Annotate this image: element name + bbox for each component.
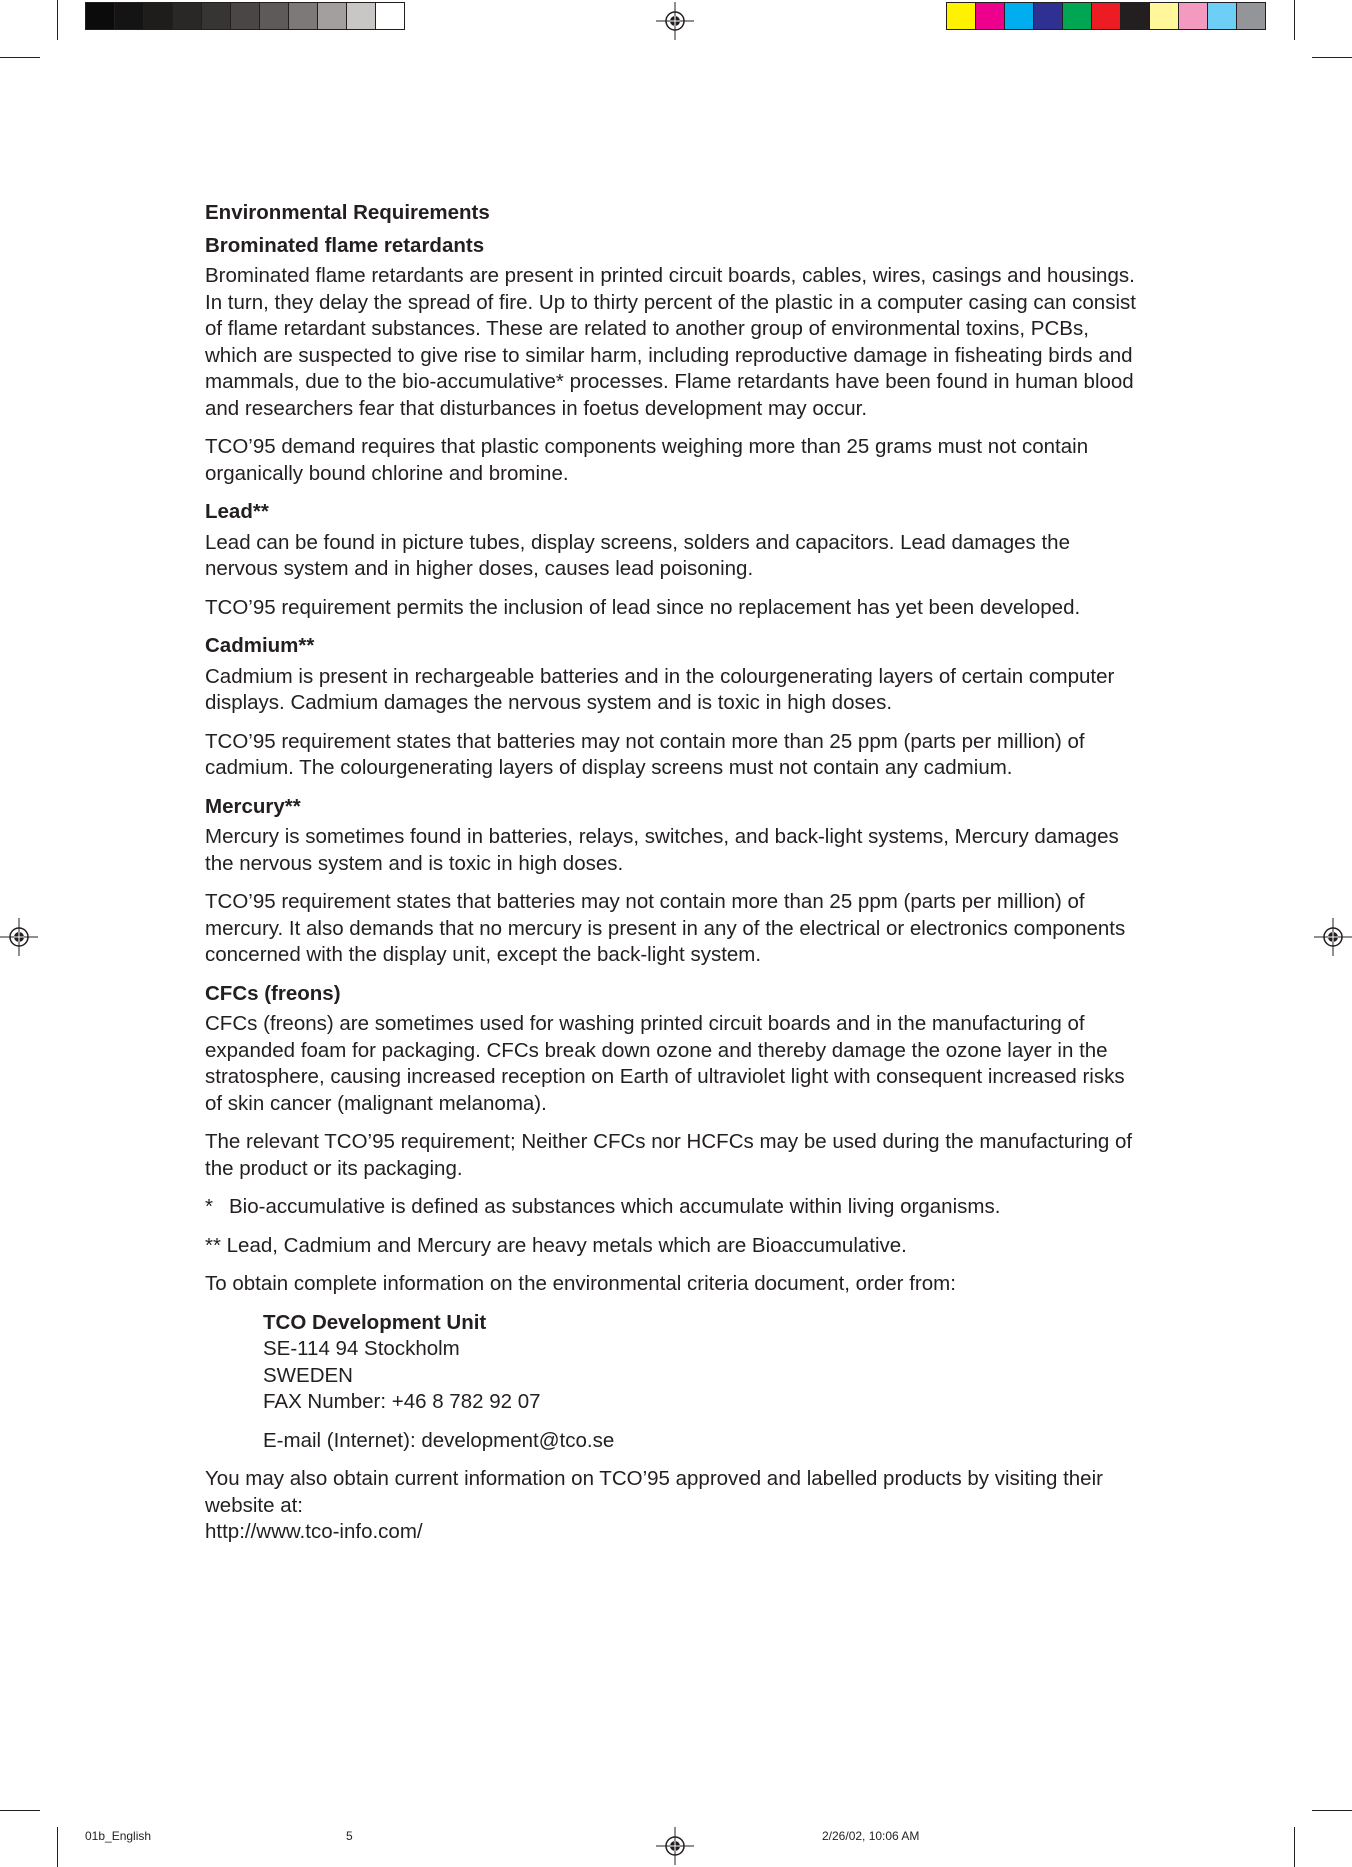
address-street: SE-114 94 Stockholm: [263, 1337, 460, 1360]
footnote-text: Bio-accumulative is defined as substances which accumulate within living organisms.: [229, 1195, 1001, 1218]
paragraph: Lead can be found in picture tubes, display screens, solders and capacitors. Lead damages the nervous system and in higher doses, causes lead poisoning.: [205, 530, 1070, 580]
footnote-heavy-metals: ** Lead, Cadmium and Mercury are heavy metals which are Bioaccumulative.: [205, 1233, 907, 1257]
section-heading: CFCs (freons): [205, 981, 341, 1005]
color-swatch: [1237, 3, 1265, 29]
color-swatch: [347, 3, 376, 29]
color-swatch: [318, 3, 347, 29]
paragraph: Mercury is sometimes found in batteries, relays, switches, and back-light systems, Mercury damages the nervous system and is toxic in high doses.: [205, 825, 1119, 875]
color-swatch: [376, 3, 404, 29]
website-info: You may also obtain current information on TCO’95 approved and labelled products by visiting their website at:: [205, 1467, 1103, 1517]
section-heading: Lead**: [205, 500, 269, 523]
color-swatch: [173, 3, 202, 29]
color-swatch: [1121, 3, 1150, 29]
color-swatch: [947, 3, 976, 29]
footnote-marker: *: [205, 1195, 213, 1218]
color-swatch: [976, 3, 1005, 29]
crop-mark: [1312, 57, 1352, 58]
document-body: [205, 200, 1145, 1558]
crop-mark: [1294, 1827, 1295, 1867]
address-country: SWEDEN: [263, 1363, 353, 1387]
color-swatch: [289, 3, 318, 29]
footer-page-number: 5: [346, 1829, 353, 1843]
color-swatch: [1005, 3, 1034, 29]
section-heading: Brominated flame retardants: [205, 233, 485, 257]
paragraph: TCO’95 requirement permits the inclusion of lead since no replacement has yet been developed.: [205, 595, 1081, 619]
color-swatch: [144, 3, 173, 29]
order-intro: To obtain complete information on the environmental criteria document, order from:: [205, 1272, 956, 1295]
paragraph: TCO’95 demand requires that plastic components weighing more than 25 grams must not contain organically bound chlorine and bromine.: [205, 435, 1089, 485]
footer-timestamp: 2/26/02, 10:06 AM: [822, 1829, 920, 1843]
color-calibration-bar: [946, 2, 1266, 30]
registration-mark-icon: [0, 918, 38, 956]
color-swatch: [1150, 3, 1179, 29]
paragraph: CFCs (freons) are sometimes used for washing printed circuit boards and in the manufacturing of expanded foam for packaging. CFCs break down ozone and thereby damage the ozone layer in the stratosphere, causing increased reception on Earth of ultraviolet light with consequent increased risks of skin cancer (malignant melanoma).: [205, 1012, 1125, 1115]
color-swatch: [1179, 3, 1208, 29]
color-swatch: [86, 3, 115, 29]
crop-mark: [0, 57, 40, 58]
color-swatch: [1063, 3, 1092, 29]
crop-mark: [57, 0, 58, 40]
website-url: http://www.tco-info.com/: [205, 1520, 423, 1543]
crop-mark: [1312, 1810, 1352, 1811]
document-title: Environmental Requirements: [205, 201, 490, 224]
color-swatch: [115, 3, 144, 29]
grayscale-calibration-bar: [85, 2, 405, 30]
registration-mark-icon: [656, 1827, 694, 1865]
address-email: E-mail (Internet): development@tco.se: [263, 1428, 615, 1452]
paragraph: TCO’95 requirement states that batteries may not contain more than 25 ppm (parts per million) of cadmium. The colourgenerating layers of display screens must not contain any cadmium.: [205, 729, 1085, 779]
color-swatch: [260, 3, 289, 29]
color-swatch: [1208, 3, 1237, 29]
section-heading: Mercury**: [205, 794, 301, 818]
crop-mark: [57, 1827, 58, 1867]
color-swatch: [1092, 3, 1121, 29]
address-block: [263, 1310, 1145, 1455]
address-fax: FAX Number: +46 8 782 92 07: [263, 1390, 541, 1413]
color-swatch: [231, 3, 260, 29]
section-heading: Cadmium**: [205, 634, 315, 657]
registration-mark-icon: [1314, 918, 1352, 956]
footer-filename: 01b_English: [85, 1829, 152, 1843]
crop-mark: [1294, 0, 1295, 40]
paragraph: Brominated flame retardants are present in printed circuit boards, cables, wires, casings and housings. In turn, they delay the spread of fire. Up to thirty percent of the plastic in a computer casing can consist of flame retardant substances. These are related to another group of environmental toxins, PCBs, which are suspected to give rise to similar harm, including reproductive damage in fisheating birds and mammals, due to the bio-accumulative* processes. Flame retardants have been found in human blood and researchers fear that disturbances in foetus development may occur.: [205, 264, 1136, 420]
paragraph: Cadmium is present in rechargeable batteries and in the colourgenerating layers of certain computer displays. Cadmium damages the nervous system and is toxic in high doses.: [205, 664, 1115, 714]
address-organization: TCO Development Unit: [263, 1310, 487, 1334]
paragraph: TCO’95 requirement states that batteries may not contain more than 25 ppm (parts per million) of mercury. It also demands that no mercury is present in any of the electrical or electronics components concerned with the display unit, except the back-light system.: [205, 890, 1126, 966]
color-swatch: [1034, 3, 1063, 29]
crop-mark: [0, 1810, 40, 1811]
paragraph: The relevant TCO’95 requirement; Neither CFCs nor HCFCs may be used during the manufacturing of the product or its packaging.: [205, 1130, 1133, 1180]
registration-mark-icon: [656, 2, 694, 40]
footnote-bioaccumulative: [205, 1194, 1145, 1221]
color-swatch: [202, 3, 231, 29]
